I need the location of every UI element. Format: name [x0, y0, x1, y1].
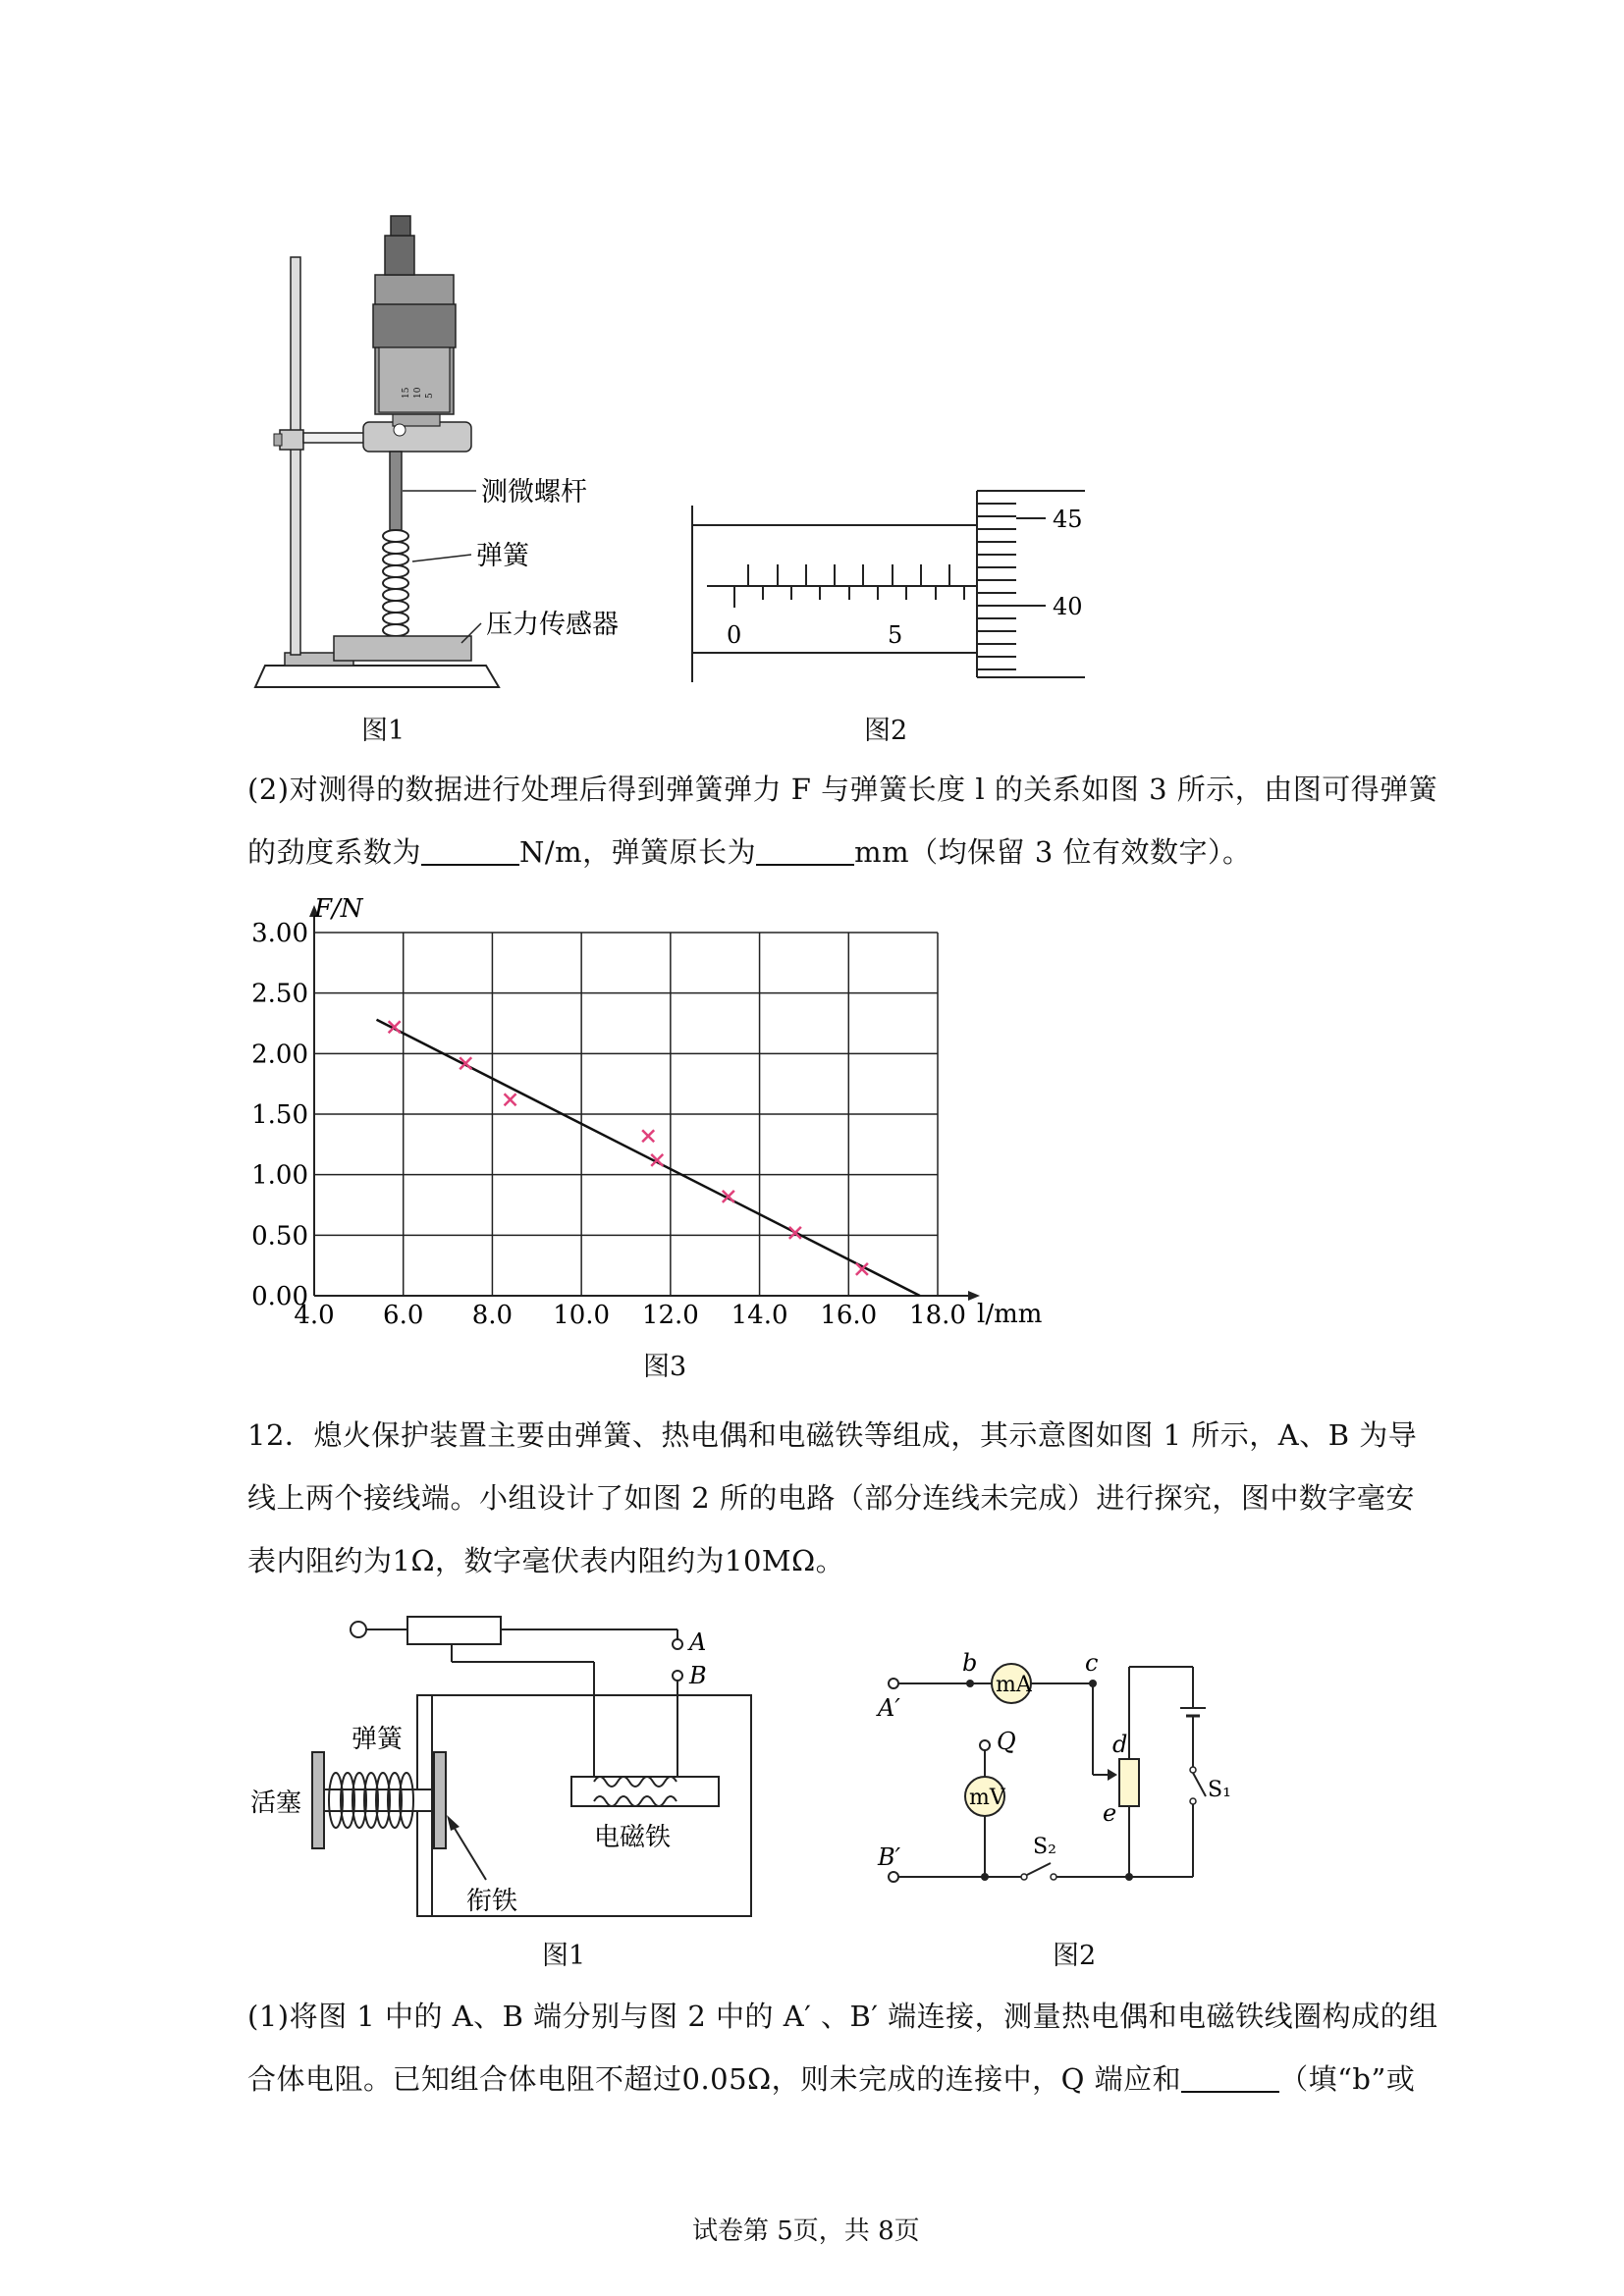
- figure-b2-caption: 图2: [1053, 1941, 1097, 1971]
- dial-number-10: 10: [413, 387, 423, 399]
- node-e-label: e: [1103, 1799, 1117, 1827]
- figure3-caption: 图3: [643, 1352, 687, 1382]
- node-Q-label: Q: [997, 1728, 1016, 1755]
- terminal-A-prime-label: A′: [878, 1694, 900, 1722]
- switch-S1-label: S₁: [1208, 1778, 1231, 1802]
- label-piston: 活塞: [250, 1789, 302, 1818]
- y-tick-label: 0.50: [251, 1221, 308, 1252]
- x-tick-label: 10.0: [553, 1301, 611, 1330]
- x-tick-label: 14.0: [731, 1301, 788, 1330]
- q2-line2: 的劲度系数为 N/m，弹簧原长为 mm（均保留 3 位有效数字）。: [247, 835, 1252, 869]
- q12-line3: 表内阻约为1Ω，数字毫伏表内阻约为10MΩ。: [247, 1544, 845, 1577]
- figure-flame-protection-device: [245, 1605, 776, 1978]
- label-electromagnet: 电磁铁: [594, 1823, 672, 1852]
- label-screw: 测微螺杆: [481, 477, 587, 507]
- label-spring-b1: 弹簧: [352, 1725, 404, 1754]
- label-armature: 衔铁: [466, 1887, 518, 1916]
- y-tick-label: 0.00: [251, 1282, 308, 1311]
- node-b-label: b: [962, 1649, 978, 1677]
- figure-circuit: [874, 1639, 1247, 1934]
- terminal-A-label: A: [689, 1629, 707, 1656]
- switch-S2-label: S₂: [1033, 1835, 1056, 1859]
- x-axis-label: l/mm: [977, 1300, 1043, 1329]
- answer-blank-natural-length[interactable]: [756, 840, 854, 866]
- label-spring: 弹簧: [476, 541, 529, 571]
- q12-1-line2: 合体电阻。已知组合体电阻不超过0.05Ω，则未完成的连接中，Q 端应和 （填“b”或: [247, 2062, 1416, 2096]
- data-point: [505, 1094, 516, 1105]
- thimble-scale-45: 45: [1053, 506, 1083, 533]
- terminal-B-label: B: [689, 1662, 707, 1689]
- label-sensor: 压力传感器: [486, 610, 619, 640]
- chart-force-vs-length: [236, 893, 1080, 1345]
- fit-line: [377, 1020, 920, 1296]
- data-point: [789, 1227, 801, 1239]
- answer-blank-stiffness[interactable]: [421, 840, 519, 866]
- page-footer: 试卷第 5页，共 8页: [692, 2216, 920, 2246]
- x-tick-label: 8.0: [471, 1301, 514, 1330]
- terminal-B-prime-label: B′: [878, 1843, 901, 1871]
- figure-b1-caption: 图1: [542, 1941, 586, 1971]
- dial-number-5: 5: [425, 393, 435, 399]
- answer-blank-Q-connection[interactable]: [1181, 2067, 1279, 2093]
- figure1-caption: 图1: [361, 716, 406, 746]
- dial-number-15: 15: [402, 387, 411, 399]
- x-tick-label: 6.0: [383, 1301, 424, 1330]
- figure2-caption: 图2: [864, 716, 908, 746]
- y-axis-label: F/N: [314, 894, 363, 924]
- ammeter-label: mA: [996, 1673, 1032, 1697]
- thimble-scale-40: 40: [1053, 593, 1083, 620]
- main-scale-5: 5: [888, 621, 903, 649]
- q12-line2: 线上两个接线端。小组设计了如图 2 所的电路（部分连线未完成）进行探究，图中数字毫安: [247, 1481, 1415, 1515]
- main-scale-0: 0: [727, 621, 742, 649]
- y-tick-label: 3.00: [251, 919, 308, 948]
- x-tick-label: 4.0: [294, 1301, 335, 1330]
- node-d-label: d: [1112, 1731, 1128, 1758]
- data-point: [642, 1130, 654, 1142]
- y-tick-label: 1.50: [251, 1100, 308, 1130]
- node-c-label: c: [1085, 1649, 1099, 1677]
- figure-micrometer-reading: [687, 486, 1100, 692]
- y-tick-label: 2.00: [251, 1040, 308, 1070]
- y-tick-label: 1.00: [251, 1160, 308, 1191]
- x-tick-label: 12.0: [641, 1301, 699, 1330]
- x-tick-label: 16.0: [820, 1301, 878, 1330]
- q12-1-line1: (1)将图 1 中的 A、B 端分别与图 2 中的 A′ 、B′ 端连接，测量热电偶和电磁铁线圈构成的组: [247, 2000, 1438, 2033]
- x-tick-label: 18.0: [909, 1301, 966, 1330]
- q2-line1: (2)对测得的数据进行处理后得到弹簧弹力 F 与弹簧长度 l 的关系如图 3 所示，由图可得弹簧: [247, 773, 1438, 806]
- y-tick-label: 2.50: [251, 979, 308, 1009]
- figure-micrometer-apparatus: [236, 206, 746, 707]
- q12-line1: 12．熄火保护装置主要由弹簧、热电偶和电磁铁等组成，其示意图如图 1 所示，A、B 为导: [247, 1418, 1418, 1452]
- voltmeter-label: mV: [969, 1786, 1005, 1810]
